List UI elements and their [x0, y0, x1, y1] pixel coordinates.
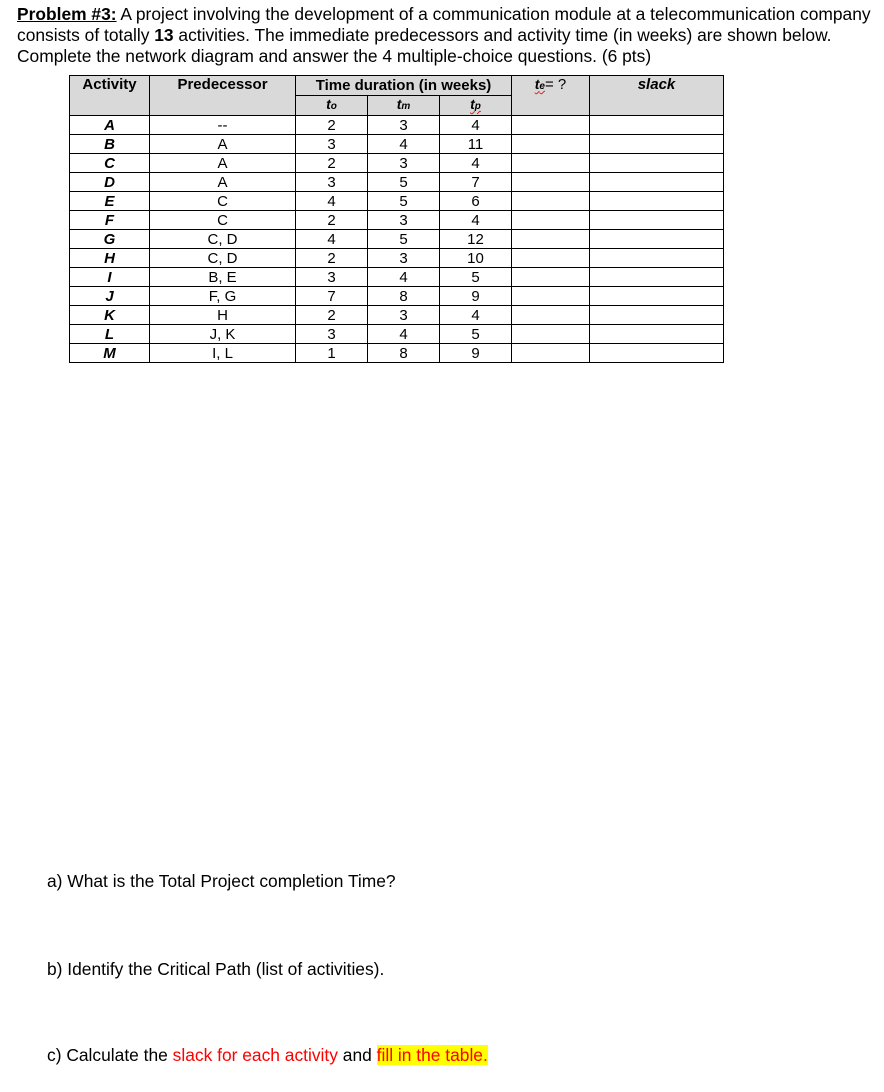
cell-te[interactable] — [512, 249, 590, 268]
cell-activity: A — [70, 116, 150, 135]
cell-activity: I — [70, 268, 150, 287]
header-slack: slack — [590, 76, 724, 116]
cell-slack[interactable] — [590, 116, 724, 135]
cell-predecessor: C — [150, 211, 296, 230]
table-row — [70, 230, 724, 249]
header-time-duration: Time duration (in weeks) — [296, 76, 512, 96]
cell-te[interactable] — [512, 173, 590, 192]
cell-to: 3 — [296, 135, 368, 154]
cell-slack[interactable] — [590, 325, 724, 344]
cell-activity: M — [70, 344, 150, 363]
cell-predecessor: C — [150, 192, 296, 211]
cell-te[interactable] — [512, 135, 590, 154]
cell-predecessor: I, L — [150, 344, 296, 363]
table-row — [70, 211, 724, 230]
header-activity: Activity — [70, 76, 150, 116]
cell-to: 3 — [296, 268, 368, 287]
cell-tm: 8 — [368, 344, 440, 363]
cell-tp: 4 — [440, 306, 512, 325]
cell-predecessor: C, D — [150, 230, 296, 249]
cell-tm: 8 — [368, 287, 440, 306]
cell-activity: J — [70, 287, 150, 306]
cell-slack[interactable] — [590, 344, 724, 363]
table-row — [70, 135, 724, 154]
cell-slack[interactable] — [590, 211, 724, 230]
cell-te[interactable] — [512, 192, 590, 211]
cell-tm: 3 — [368, 249, 440, 268]
cell-to: 2 — [296, 249, 368, 268]
cell-to: 1 — [296, 344, 368, 363]
cell-to: 2 — [296, 211, 368, 230]
table-row — [70, 154, 724, 173]
question-b: b) Identify the Critical Path (list of activities). — [47, 959, 385, 979]
cell-slack[interactable] — [590, 173, 724, 192]
header-tp: tp — [440, 96, 512, 116]
cell-tp: 5 — [440, 268, 512, 287]
cell-slack[interactable] — [590, 230, 724, 249]
header-tm: tm — [368, 96, 440, 116]
cell-predecessor: A — [150, 173, 296, 192]
cell-to: 3 — [296, 325, 368, 344]
cell-slack[interactable] — [590, 135, 724, 154]
cell-to: 2 — [296, 154, 368, 173]
activity-count: 13 — [154, 25, 174, 45]
cell-te[interactable] — [512, 344, 590, 363]
cell-predecessor: J, K — [150, 325, 296, 344]
table-row — [70, 192, 724, 211]
cell-tp: 4 — [440, 116, 512, 135]
cell-tp: 4 — [440, 211, 512, 230]
cell-predecessor: F, G — [150, 287, 296, 306]
cell-te[interactable] — [512, 306, 590, 325]
cell-to: 2 — [296, 116, 368, 135]
cell-to: 2 — [296, 306, 368, 325]
table-row — [70, 173, 724, 192]
problem-title: Problem #3: — [17, 4, 117, 24]
cell-tp: 4 — [440, 154, 512, 173]
cell-predecessor: A — [150, 135, 296, 154]
cell-te[interactable] — [512, 268, 590, 287]
header-te: te= ? — [512, 76, 590, 116]
question-a: a) What is the Total Project completion Time? — [47, 871, 396, 891]
problem-text-1: A project involving the development of a communication module at a telecommunication company consists of totally — [17, 4, 871, 45]
cell-tp: 9 — [440, 287, 512, 306]
question-c: c) Calculate the slack for each activity and fill in the table. — [47, 1045, 488, 1065]
cell-tm: 5 — [368, 230, 440, 249]
table-row — [70, 116, 724, 135]
cell-activity: E — [70, 192, 150, 211]
cell-slack[interactable] — [590, 287, 724, 306]
question-c-highlight: fill in the table. — [376, 1045, 488, 1065]
cell-slack[interactable] — [590, 154, 724, 173]
cell-predecessor: H — [150, 306, 296, 325]
header-predecessor: Predecessor — [150, 76, 296, 116]
table-row — [70, 249, 724, 268]
cell-tm: 3 — [368, 306, 440, 325]
table-row — [70, 344, 724, 363]
table-body — [70, 116, 724, 363]
problem-text-2: activities. The immediate predecessors and activity time (in weeks) are shown below. Complete the network diagram and answer the 4 multiple-choice questions. (6 pts) — [17, 25, 832, 66]
cell-activity: B — [70, 135, 150, 154]
cell-tm: 4 — [368, 268, 440, 287]
cell-activity: K — [70, 306, 150, 325]
cell-slack[interactable] — [590, 249, 724, 268]
cell-to: 4 — [296, 192, 368, 211]
table-row — [70, 325, 724, 344]
cell-tp: 6 — [440, 192, 512, 211]
cell-activity: C — [70, 154, 150, 173]
header-to: to — [296, 96, 368, 116]
cell-te[interactable] — [512, 230, 590, 249]
problem-statement — [17, 4, 877, 67]
question-c-red-text: slack for each activity — [172, 1045, 338, 1065]
cell-activity: L — [70, 325, 150, 344]
cell-slack[interactable] — [590, 268, 724, 287]
cell-tm: 4 — [368, 325, 440, 344]
cell-to: 7 — [296, 287, 368, 306]
cell-activity: D — [70, 173, 150, 192]
cell-tm: 3 — [368, 211, 440, 230]
cell-tm: 3 — [368, 116, 440, 135]
cell-activity: G — [70, 230, 150, 249]
table-row — [70, 287, 724, 306]
cell-tp: 9 — [440, 344, 512, 363]
cell-predecessor: B, E — [150, 268, 296, 287]
cell-tp: 10 — [440, 249, 512, 268]
cell-predecessor: A — [150, 154, 296, 173]
cell-to: 3 — [296, 173, 368, 192]
table-row — [70, 306, 724, 325]
cell-slack[interactable] — [590, 192, 724, 211]
cell-tm: 5 — [368, 192, 440, 211]
cell-tp: 11 — [440, 135, 512, 154]
table-row — [70, 268, 724, 287]
activity-table — [69, 75, 724, 363]
cell-te[interactable] — [512, 116, 590, 135]
cell-te[interactable] — [512, 154, 590, 173]
cell-tm: 4 — [368, 135, 440, 154]
cell-tp: 12 — [440, 230, 512, 249]
cell-activity: H — [70, 249, 150, 268]
cell-tp: 7 — [440, 173, 512, 192]
cell-tp: 5 — [440, 325, 512, 344]
cell-te[interactable] — [512, 211, 590, 230]
cell-te[interactable] — [512, 287, 590, 306]
cell-tm: 3 — [368, 154, 440, 173]
cell-tm: 5 — [368, 173, 440, 192]
cell-activity: F — [70, 211, 150, 230]
table-header-row — [70, 76, 724, 96]
cell-te[interactable] — [512, 325, 590, 344]
cell-predecessor: -- — [150, 116, 296, 135]
cell-to: 4 — [296, 230, 368, 249]
cell-slack[interactable] — [590, 306, 724, 325]
cell-predecessor: C, D — [150, 249, 296, 268]
